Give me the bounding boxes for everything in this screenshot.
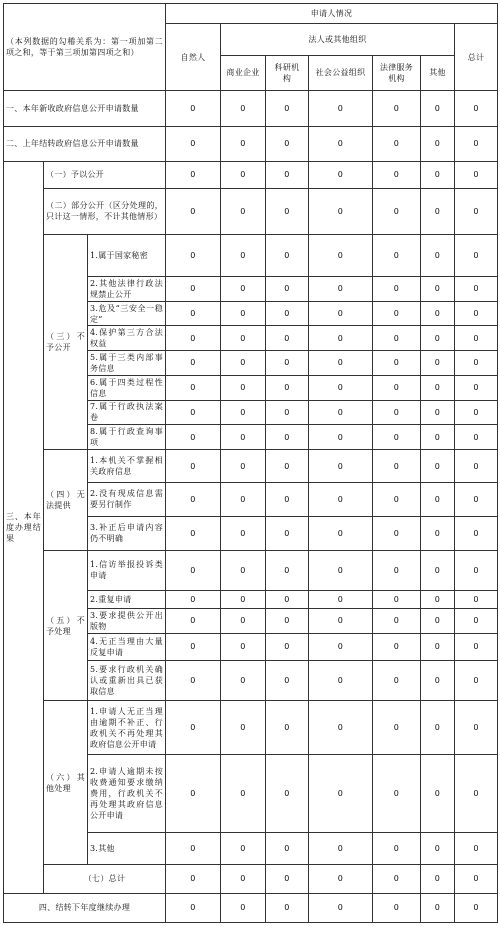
value-cell: 0 [266,864,309,893]
value-cell: 0 [309,755,373,832]
value-cell: 0 [421,832,455,864]
value-cell: 0 [455,188,498,234]
value-cell: 0 [221,276,266,301]
row-s2 [4,126,498,161]
value-cell: 0 [166,449,221,482]
value-cell: 0 [221,483,266,516]
row-g4-item [4,449,498,482]
value-cell: 0 [266,235,309,277]
value-cell: 0 [166,755,221,832]
value-cell: 0 [166,235,221,277]
value-cell: 0 [221,235,266,277]
value-cell: 0 [266,701,309,755]
value-cell: 0 [266,91,309,126]
value-cell: 0 [373,449,421,482]
value-cell: 0 [373,425,421,450]
section-label: 三、本年度办理结果 [4,161,44,893]
header-legal-group: 法人或其他组织 [221,24,455,55]
table-body [4,4,498,923]
row-g3-item [4,235,498,277]
value-cell: 0 [309,701,373,755]
value-cell: 0 [309,375,373,400]
header-commercial: 商业企业 [221,55,266,90]
value-cell: 0 [309,301,373,326]
value-cell: 0 [421,375,455,400]
value-cell: 0 [221,864,266,893]
value-cell: 0 [266,351,309,376]
value-cell: 0 [166,864,221,893]
value-cell: 0 [166,590,221,608]
value-cell: 0 [166,832,221,864]
item-label: 2.重复申请 [88,590,166,608]
value-cell: 0 [266,755,309,832]
value-cell: 0 [166,91,221,126]
value-cell: 0 [373,188,421,234]
value-cell: 0 [309,326,373,351]
value-cell: 0 [266,483,309,516]
value-cell: 0 [266,161,309,188]
value-cell: 0 [166,276,221,301]
item-label: 1.信访举报投诉类申请 [88,551,166,591]
item-label: 6.属于四类过程性信息 [88,375,166,400]
header-other: 其他 [421,55,455,90]
value-cell: 0 [309,483,373,516]
row-g6-item [4,701,498,755]
row-g1 [4,161,498,188]
value-cell: 0 [373,161,421,188]
value-cell: 0 [455,126,498,161]
value-cell: 0 [421,660,455,701]
value-cell: 0 [309,633,373,660]
value-cell: 0 [455,551,498,591]
item-label: 1.本机关不掌握相关政府信息 [88,449,166,482]
value-cell: 0 [166,609,221,634]
item-label: 3.要求提供公开出版物 [88,609,166,634]
value-cell: 0 [373,301,421,326]
value-cell: 0 [373,609,421,634]
value-cell: 0 [373,326,421,351]
item-label: 2.没有现成信息需要另行制作 [88,483,166,516]
group-label: （六）其他处理 [44,701,88,864]
value-cell: 0 [309,551,373,591]
value-cell: 0 [166,660,221,701]
header-legal-service: 法律服务机构 [373,55,421,90]
value-cell: 0 [455,893,498,922]
value-cell: 0 [373,755,421,832]
value-cell: 0 [266,425,309,450]
value-cell: 0 [455,326,498,351]
value-cell: 0 [309,400,373,425]
value-cell: 0 [421,91,455,126]
value-cell: 0 [455,276,498,301]
value-cell: 0 [455,161,498,188]
item-label: 4.保护第三方合法权益 [88,326,166,351]
value-cell: 0 [266,633,309,660]
value-cell: 0 [166,400,221,425]
value-cell: 0 [421,590,455,608]
value-cell: 0 [266,832,309,864]
value-cell: 0 [166,301,221,326]
value-cell: 0 [309,449,373,482]
value-cell: 0 [373,551,421,591]
value-cell: 0 [221,188,266,234]
value-cell: 0 [166,161,221,188]
item-label: 7.属于行政执法案卷 [88,400,166,425]
header-natural-person: 自然人 [166,24,221,91]
value-cell: 0 [266,276,309,301]
value-cell: 0 [373,864,421,893]
value-cell: 0 [309,590,373,608]
row-g5-item [4,551,498,591]
value-cell: 0 [455,483,498,516]
value-cell: 0 [309,832,373,864]
value-cell: 0 [373,516,421,550]
value-cell: 0 [221,425,266,450]
value-cell: 0 [221,660,266,701]
value-cell: 0 [455,516,498,550]
value-cell: 0 [309,351,373,376]
value-cell: 0 [373,832,421,864]
value-cell: 0 [421,609,455,634]
value-cell: 0 [309,425,373,450]
item-label: 8.属于行政查询事项 [88,425,166,450]
group-label: （七）总计 [44,864,166,893]
group-label: （一）予以公开 [44,161,166,188]
value-cell: 0 [266,609,309,634]
value-cell: 0 [373,91,421,126]
value-cell: 0 [421,326,455,351]
value-cell: 0 [373,701,421,755]
value-cell: 0 [309,864,373,893]
value-cell: 0 [421,425,455,450]
value-cell: 0 [421,893,455,922]
value-cell: 0 [166,516,221,550]
item-label: 5.要求行政机关确认或重新出具已获取信息 [88,660,166,701]
value-cell: 0 [309,609,373,634]
value-cell: 0 [166,126,221,161]
value-cell: 0 [221,609,266,634]
value-cell: 0 [166,188,221,234]
header-applicant: 申请人情况 [166,4,498,24]
value-cell: 0 [373,126,421,161]
value-cell: 0 [421,755,455,832]
group-label: （四）无法提供 [44,449,88,550]
value-cell: 0 [166,551,221,591]
value-cell: 0 [373,375,421,400]
item-label: 2.其他法律行政法规禁止公开 [88,276,166,301]
value-cell: 0 [421,351,455,376]
header-public-welfare: 社会公益组织 [309,55,373,90]
value-cell: 0 [421,301,455,326]
group-label: （五）不予处理 [44,551,88,701]
value-cell: 0 [221,516,266,550]
value-cell: 0 [309,91,373,126]
value-cell: 0 [455,235,498,277]
disclosure-stats-table [3,3,498,923]
value-cell: 0 [455,864,498,893]
value-cell: 0 [266,326,309,351]
value-cell: 0 [221,832,266,864]
value-cell: 0 [266,126,309,161]
value-cell: 0 [373,276,421,301]
value-cell: 0 [373,660,421,701]
value-cell: 0 [221,375,266,400]
item-label: 1.属于国家秘密 [88,235,166,277]
value-cell: 0 [373,483,421,516]
item-label: 3.补正后申请内容仍不明确 [88,516,166,550]
value-cell: 0 [221,91,266,126]
value-cell: 0 [421,449,455,482]
value-cell: 0 [421,400,455,425]
value-cell: 0 [421,188,455,234]
value-cell: 0 [266,301,309,326]
section-label: 二、上年结转政府信息公开申请数量 [4,126,166,161]
value-cell: 0 [455,91,498,126]
group-label: （二）部分公开（区分处理的，只计这一情形，不计其他情形） [44,188,166,234]
value-cell: 0 [309,893,373,922]
value-cell: 0 [266,400,309,425]
row-s1 [4,91,498,126]
row-g7 [4,864,498,893]
value-cell: 0 [455,609,498,634]
header-total: 总计 [455,24,498,91]
value-cell: 0 [221,301,266,326]
item-label: 3.危及“三安全一稳定” [88,301,166,326]
value-cell: 0 [166,633,221,660]
value-cell: 0 [266,449,309,482]
value-cell: 0 [166,483,221,516]
value-cell: 0 [309,276,373,301]
value-cell: 0 [455,660,498,701]
value-cell: 0 [309,660,373,701]
value-cell: 0 [166,701,221,755]
value-cell: 0 [421,161,455,188]
value-cell: 0 [221,326,266,351]
value-cell: 0 [373,633,421,660]
value-cell: 0 [455,449,498,482]
value-cell: 0 [221,701,266,755]
value-cell: 0 [166,425,221,450]
value-cell: 0 [221,126,266,161]
value-cell: 0 [421,516,455,550]
value-cell: 0 [373,893,421,922]
value-cell: 0 [221,351,266,376]
value-cell: 0 [455,755,498,832]
section-label: 四、结转下年度继续办理 [4,893,166,922]
value-cell: 0 [455,400,498,425]
value-cell: 0 [309,516,373,550]
value-cell: 0 [221,449,266,482]
value-cell: 0 [266,893,309,922]
header-row-1 [4,4,498,24]
value-cell: 0 [373,590,421,608]
row-s4 [4,893,498,922]
value-cell: 0 [221,590,266,608]
item-label: 1.申请人无正当理由逾期不补正、行政机关不再处理其政府信息公开申请 [88,701,166,755]
value-cell: 0 [266,375,309,400]
value-cell: 0 [309,161,373,188]
value-cell: 0 [309,188,373,234]
value-cell: 0 [221,161,266,188]
value-cell: 0 [309,126,373,161]
value-cell: 0 [373,235,421,277]
section-label: 一、本年新收政府信息公开申请数量 [4,91,166,126]
value-cell: 0 [166,893,221,922]
value-cell: 0 [166,326,221,351]
value-cell: 0 [266,551,309,591]
value-cell: 0 [421,126,455,161]
header-note: （本列数据的勾稽关系为：第一项加第二项之和，等于第三项加第四项之和） [4,4,166,91]
value-cell: 0 [421,551,455,591]
value-cell: 0 [455,590,498,608]
value-cell: 0 [221,551,266,591]
value-cell: 0 [266,188,309,234]
value-cell: 0 [373,351,421,376]
value-cell: 0 [266,516,309,550]
value-cell: 0 [221,893,266,922]
value-cell: 0 [455,351,498,376]
value-cell: 0 [455,832,498,864]
value-cell: 0 [266,590,309,608]
value-cell: 0 [166,351,221,376]
item-label: 2.申请人逾期未按收费通知要求缴纳费用，行政机关不再处理其政府信息公开申请 [88,755,166,832]
group-label: （三）不予公开 [44,235,88,450]
header-research: 科研机构 [266,55,309,90]
value-cell: 0 [166,375,221,400]
value-cell: 0 [309,235,373,277]
value-cell: 0 [373,400,421,425]
value-cell: 0 [455,701,498,755]
value-cell: 0 [221,400,266,425]
item-label: 4.无正当理由大量反复申请 [88,633,166,660]
item-label: 3.其他 [88,832,166,864]
value-cell: 0 [421,276,455,301]
value-cell: 0 [421,483,455,516]
value-cell: 0 [221,633,266,660]
value-cell: 0 [266,660,309,701]
value-cell: 0 [421,235,455,277]
value-cell: 0 [421,633,455,660]
value-cell: 0 [455,375,498,400]
value-cell: 0 [221,755,266,832]
value-cell: 0 [455,425,498,450]
value-cell: 0 [455,301,498,326]
value-cell: 0 [455,633,498,660]
item-label: 5.属于三类内部事务信息 [88,351,166,376]
value-cell: 0 [421,864,455,893]
row-g2 [4,188,498,234]
value-cell: 0 [421,701,455,755]
